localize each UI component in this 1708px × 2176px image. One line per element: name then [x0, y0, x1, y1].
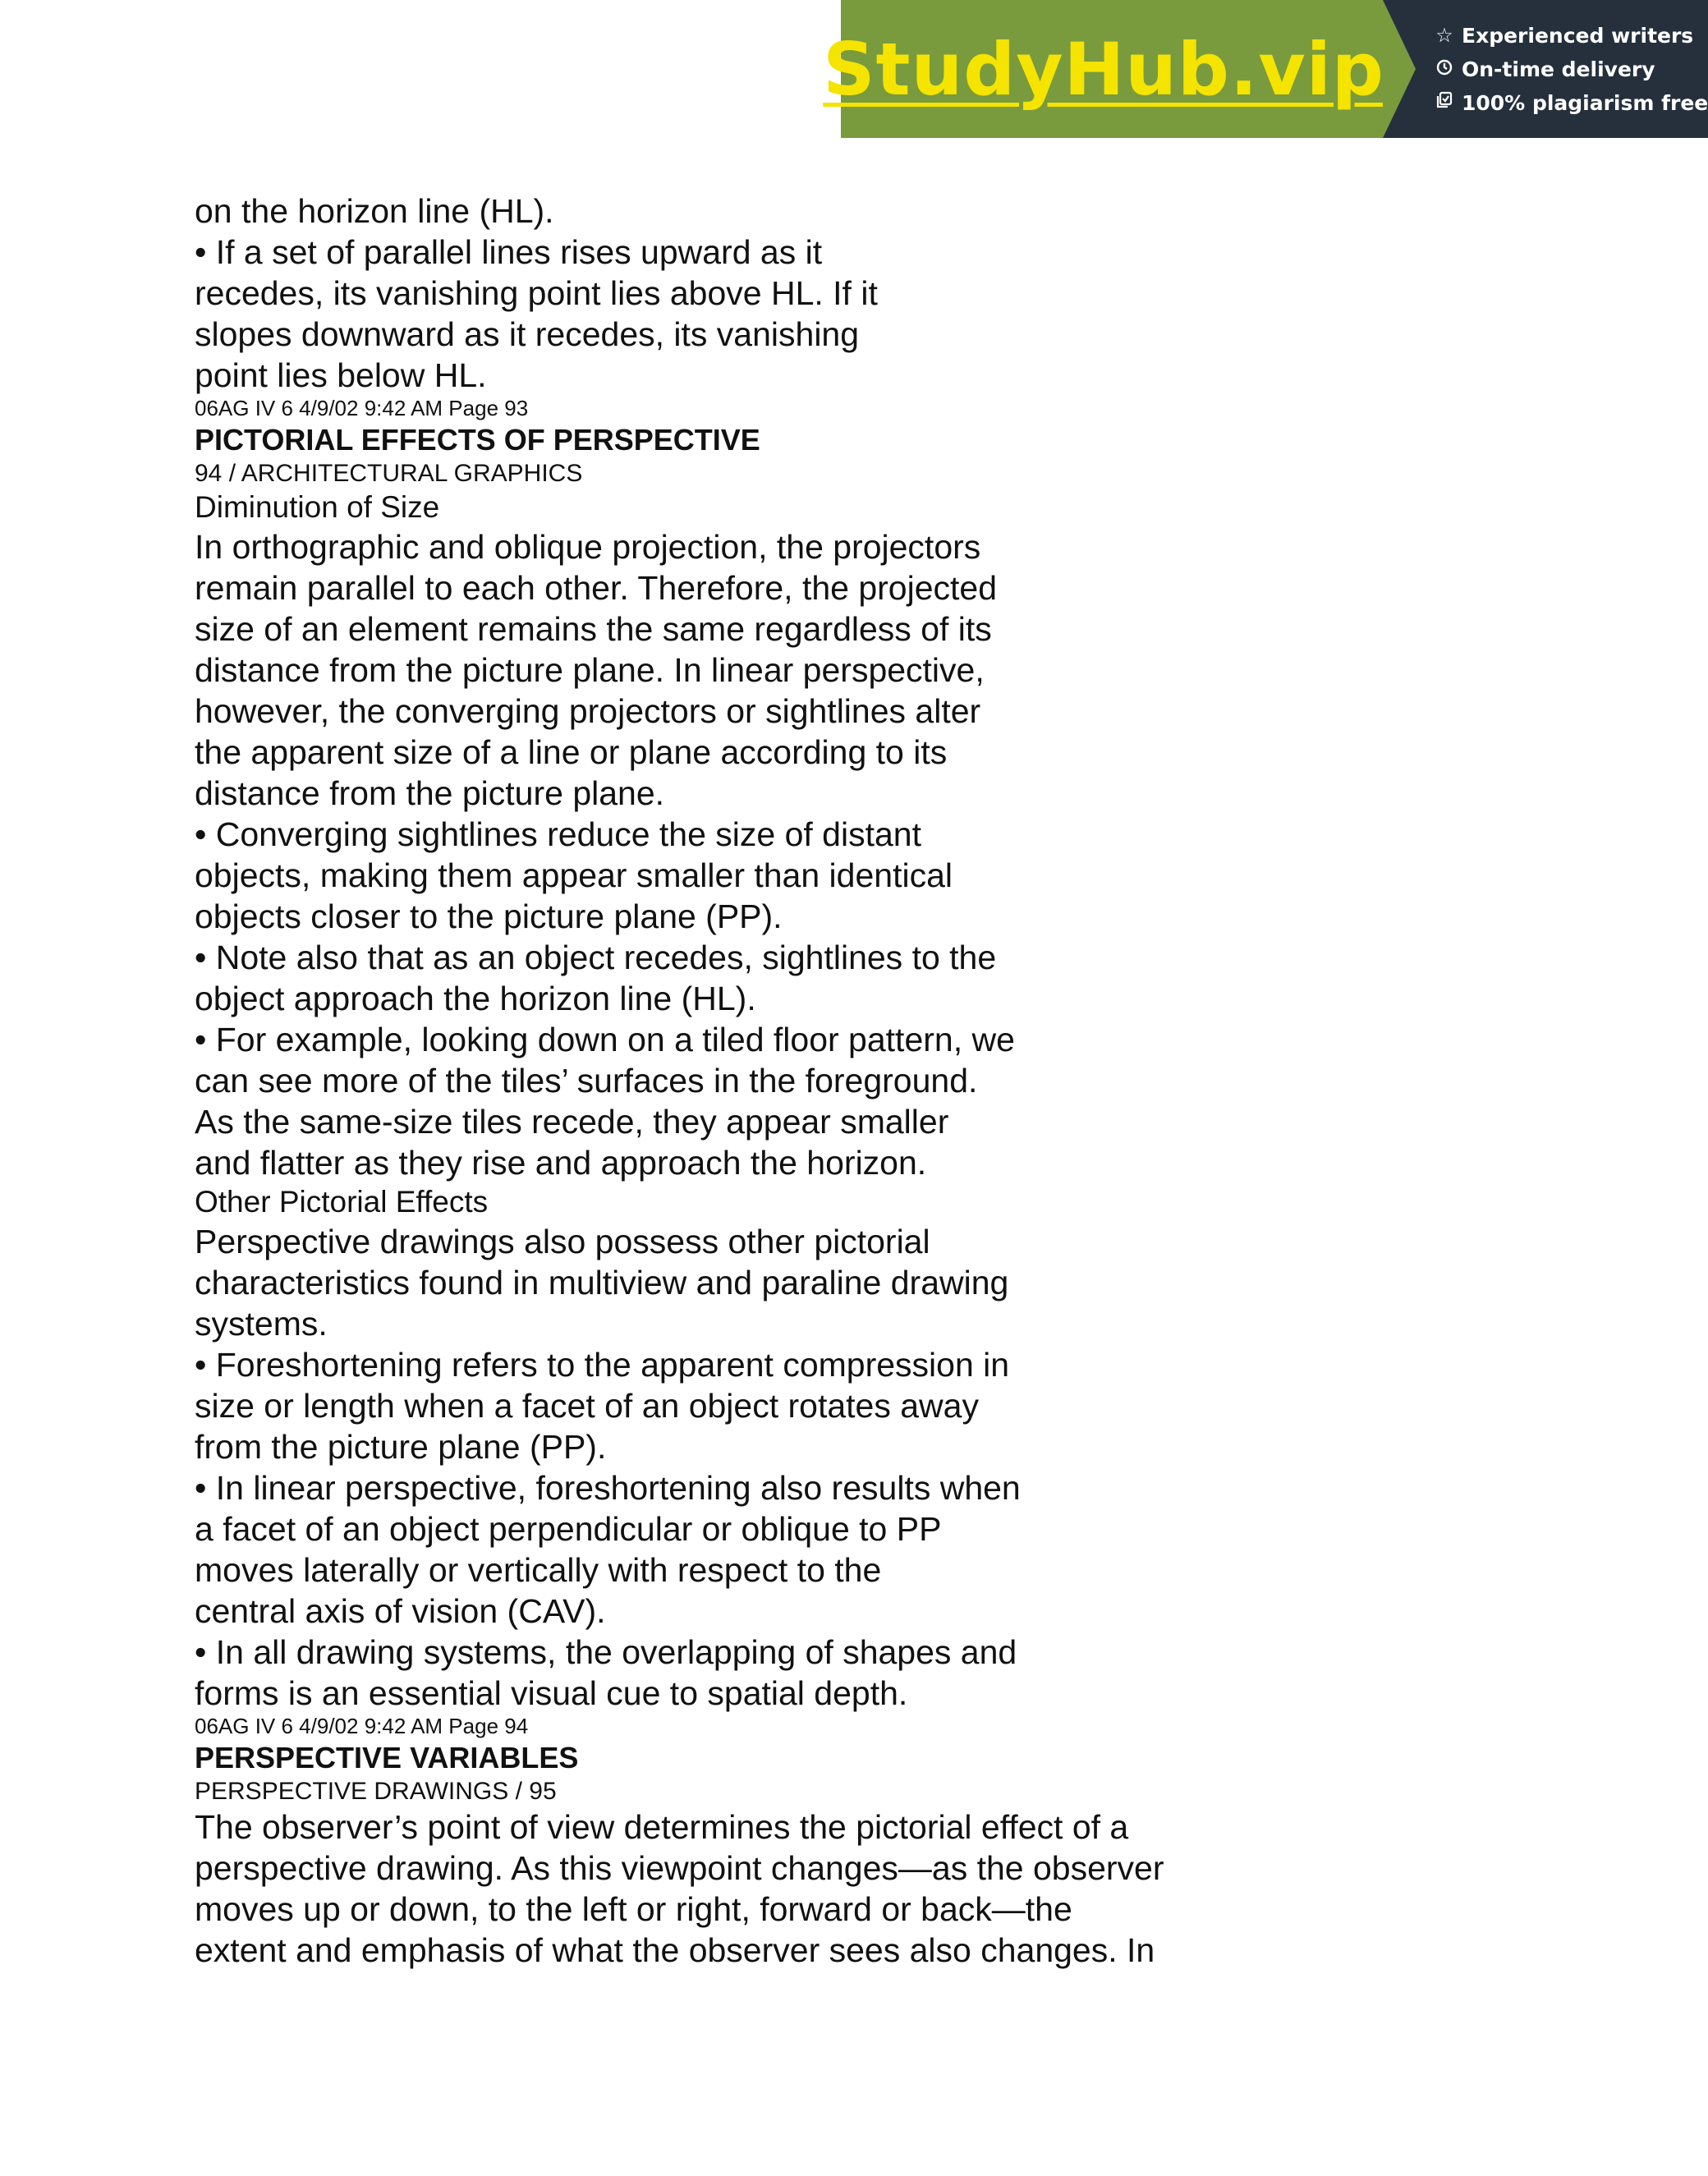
text-line: on the horizon line (HL). — [195, 192, 554, 230]
running-header-95: PERSPECTIVE DRAWINGS / 95 — [195, 1778, 557, 1805]
text-line: object approach the horizon line (HL). — [195, 980, 756, 1017]
document-body — [195, 191, 1508, 1971]
text-line: • For example, looking down on a tiled floor pattern, we — [195, 1021, 1015, 1058]
text-line: central axis of vision (CAV). — [195, 1592, 606, 1630]
paragraph-horizon — [195, 191, 1508, 396]
page-meta-94: 06AG IV 6 4/9/02 9:42 AM Page 94 — [195, 1714, 529, 1738]
text-line: however, the converging projectors or sightlines alter — [195, 692, 981, 730]
text-line: • Note also that as an object recedes, sightlines to the — [195, 939, 997, 976]
feature-label: On-time delivery — [1462, 57, 1655, 81]
feature-experienced-writers — [1434, 19, 1708, 53]
text-line: objects closer to the picture plane (PP). — [195, 897, 783, 935]
text-line: distance from the picture plane. In linear perspective, — [195, 651, 985, 689]
text-line: Perspective drawings also possess other pictorial — [195, 1223, 930, 1260]
text-line: point lies below HL. — [195, 356, 487, 394]
text-line: moves up or down, to the left or right, forward or back—the — [195, 1890, 1072, 1928]
text-line: • Converging sightlines reduce the size of distant — [195, 815, 921, 853]
clock-icon — [1434, 53, 1455, 86]
text-line: • Foreshortening refers to the apparent compression in — [195, 1346, 1010, 1384]
brand-panel — [823, 0, 1384, 138]
text-line: and flatter as they rise and approach the horizon. — [195, 1144, 927, 1182]
running-header-94: 94 / ARCHITECTURAL GRAPHICS — [195, 460, 583, 487]
star-icon: ☆ — [1435, 23, 1453, 47]
paragraph-diminution — [195, 526, 1508, 1183]
feature-on-time-delivery — [1434, 53, 1708, 86]
section-heading-pictorial-effects: PICTORIAL EFFECTS OF PERSPECTIVE — [195, 423, 760, 457]
text-line: As the same-size tiles recede, they appear smaller — [195, 1103, 949, 1141]
copy-check-icon — [1434, 86, 1455, 120]
text-line: remain parallel to each other. Therefore, the projected — [195, 569, 997, 607]
text-line: size or length when a facet of an object rotates away — [195, 1387, 979, 1425]
feature-list — [1383, 0, 1708, 138]
text-line: size of an element remains the same regardless of its — [195, 610, 992, 648]
text-line: moves laterally or vertically with respect to the — [195, 1551, 882, 1589]
subheading-other-effects: Other Pictorial Effects — [195, 1185, 489, 1219]
page-meta-93: 06AG IV 6 4/9/02 9:42 AM Page 93 — [195, 396, 529, 420]
text-line: from the picture plane (PP). — [195, 1428, 607, 1466]
paragraph-viewpoint — [195, 1806, 1508, 1971]
text-line: the apparent size of a line or plane according to its — [195, 733, 948, 771]
section-heading-perspective-variables: PERSPECTIVE VARIABLES — [195, 1741, 579, 1774]
feature-label: Experienced writers — [1462, 23, 1694, 48]
subheading-diminution: Diminution of Size — [195, 490, 440, 524]
text-line: objects, making them appear smaller than identical — [195, 856, 953, 894]
paragraph-other-effects — [195, 1221, 1508, 1714]
text-line: The observer’s point of view determines the pictorial effect of a — [195, 1808, 1129, 1846]
feature-plagiarism-free — [1434, 86, 1708, 120]
text-line: In orthographic and oblique projection, the projectors — [195, 528, 981, 566]
text-line: • If a set of parallel lines rises upward as it — [195, 233, 823, 271]
text-line: systems. — [195, 1305, 328, 1343]
text-line: distance from the picture plane. — [195, 774, 665, 812]
studyhub-banner[interactable] — [823, 0, 1708, 138]
text-line: • In all drawing systems, the overlapping of shapes and — [195, 1633, 1017, 1671]
text-line: • In linear perspective, foreshortening also results when — [195, 1469, 1021, 1507]
text-line: a facet of an object perpendicular or oblique to PP — [195, 1510, 942, 1548]
text-line: can see more of the tiles’ surfaces in the foreground. — [195, 1062, 978, 1099]
text-line: forms is an essential visual cue to spatial depth. — [195, 1674, 908, 1712]
feature-label: 100% plagiarism free — [1462, 90, 1708, 115]
text-line: recedes, its vanishing point lies above HL. If it — [195, 274, 878, 312]
text-line: slopes downward as it recedes, its vanishing — [195, 315, 860, 353]
text-line: perspective drawing. As this viewpoint changes—as the observer — [195, 1849, 1164, 1887]
text-line: characteristics found in multiview and paraline drawing — [195, 1264, 1009, 1301]
brand-logo: StudyHub.vip — [823, 26, 1384, 112]
text-line: extent and emphasis of what the observer sees also changes. In — [195, 1931, 1155, 1969]
